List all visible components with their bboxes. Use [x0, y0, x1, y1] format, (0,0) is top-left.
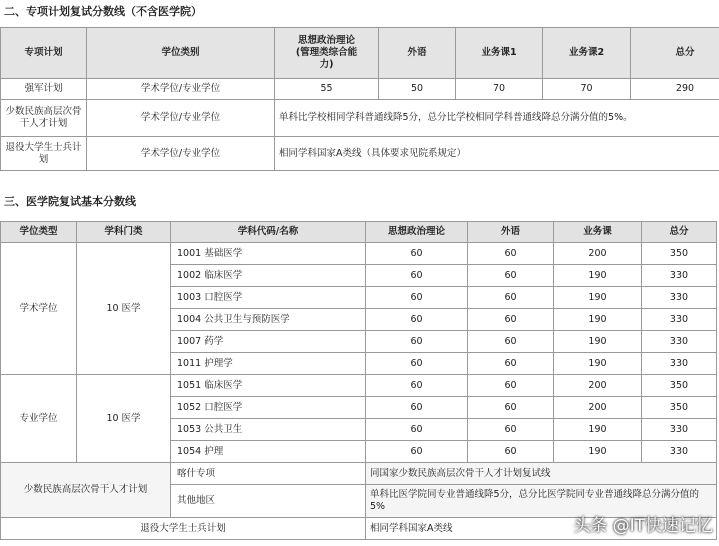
score-language: 60: [468, 331, 554, 353]
table-row: [1, 375, 717, 397]
table-row: [1, 243, 717, 265]
score-politics: 60: [366, 353, 468, 375]
score-business: 190: [554, 265, 642, 287]
score-business: 190: [554, 441, 642, 463]
subject-code: 1004 公共卫生与预防医学: [171, 309, 366, 331]
score-politics: 60: [366, 287, 468, 309]
score-politics: 60: [366, 375, 468, 397]
header-degree-type: 学位类别: [87, 28, 275, 79]
score-total: 330: [642, 419, 717, 441]
score-business: 200: [554, 243, 642, 265]
score-course1: 70: [456, 79, 543, 100]
minority-sub-region: 其他地区: [171, 485, 366, 518]
header-total: 总分: [642, 222, 717, 243]
section2-title: 二、专项计划复试分数线（不含医学院）: [4, 5, 202, 18]
score-total: 350: [642, 397, 717, 419]
score-language: 60: [468, 309, 554, 331]
score-language: 60: [468, 375, 554, 397]
score-politics: 60: [366, 243, 468, 265]
score-total: 330: [642, 265, 717, 287]
medical-school-table: [0, 221, 717, 540]
plan-note: 相同学科国家A类线（具体要求见院系规定）: [275, 137, 719, 171]
minority-sub-region: 喀什专项: [171, 463, 366, 485]
score-business: 200: [554, 375, 642, 397]
table-row: [1, 137, 719, 171]
score-total: 330: [642, 287, 717, 309]
subject-code: 1053 公共卫生: [171, 419, 366, 441]
discipline: 10 医学: [77, 243, 171, 375]
degree-type: 学术学位/专业学位: [87, 137, 275, 171]
score-politics: 55: [275, 79, 379, 100]
score-language: 60: [468, 287, 554, 309]
score-business: 190: [554, 353, 642, 375]
score-business: 200: [554, 397, 642, 419]
score-politics: 60: [366, 419, 468, 441]
subject-code: 1007 药学: [171, 331, 366, 353]
header-subject-code: 学科代码/名称: [171, 222, 366, 243]
plan-name: 强军计划: [1, 79, 87, 100]
header-course1: 业务课1: [456, 28, 543, 79]
score-total: 330: [642, 309, 717, 331]
header-language: 外语: [379, 28, 456, 79]
subject-code: 1011 护理学: [171, 353, 366, 375]
score-language: 60: [468, 265, 554, 287]
score-politics: 60: [366, 441, 468, 463]
score-course2: 70: [543, 79, 631, 100]
veteran-note: 相同学科国家A类线: [366, 518, 717, 540]
special-plan-table: [0, 27, 719, 171]
minority-plan-label: 少数民族高层次骨干人才计划: [1, 463, 171, 518]
score-total: 330: [642, 441, 717, 463]
header-politics: 思想政治理论 (管理类综合能 力): [275, 28, 379, 79]
table-row: [1, 463, 717, 485]
score-language: 60: [468, 243, 554, 265]
score-business: 190: [554, 309, 642, 331]
subject-code: 1002 临床医学: [171, 265, 366, 287]
score-total: 350: [642, 375, 717, 397]
veteran-plan-label: 退役大学生士兵计划: [1, 518, 366, 540]
header-business: 业务课: [554, 222, 642, 243]
score-language: 50: [379, 79, 456, 100]
score-total: 290: [631, 79, 719, 100]
score-politics: 60: [366, 397, 468, 419]
header-course2: 业务课2: [543, 28, 631, 79]
section3-title: 三、医学院复试基本分数线: [4, 195, 136, 208]
score-language: 60: [468, 419, 554, 441]
header-politics: 思想政治理论: [366, 222, 468, 243]
minority-note: 单科比医学院同专业普通线降5分，总分比医学院同专业普通线降总分满分值的5%: [366, 485, 717, 518]
header-plan: 专项计划: [1, 28, 87, 79]
discipline: 10 医学: [77, 375, 171, 463]
plan-note: 单科比学校相同学科普通线降5分，总分比学校相同学科普通线降总分满分值的5%。: [275, 100, 719, 137]
degree-type: 学术学位/专业学位: [87, 79, 275, 100]
degree-type: 学术学位/专业学位: [87, 100, 275, 137]
score-politics: 60: [366, 331, 468, 353]
score-language: 60: [468, 441, 554, 463]
subject-code: 1051 临床医学: [171, 375, 366, 397]
score-business: 190: [554, 419, 642, 441]
subject-code: 1052 口腔医学: [171, 397, 366, 419]
degree-kind: 专业学位: [1, 375, 77, 463]
degree-kind: 学术学位: [1, 243, 77, 375]
score-politics: 60: [366, 309, 468, 331]
score-business: 190: [554, 287, 642, 309]
score-total: 330: [642, 331, 717, 353]
plan-name: 少数民族高层次骨干人才计划: [1, 100, 87, 137]
table-row: [1, 79, 719, 100]
plan-name: 退役大学生士兵计划: [1, 137, 87, 171]
score-politics: 60: [366, 265, 468, 287]
score-business: 190: [554, 331, 642, 353]
table-row: [1, 100, 719, 137]
subject-code: 1001 基础医学: [171, 243, 366, 265]
header-discipline: 学科门类: [77, 222, 171, 243]
header-language: 外语: [468, 222, 554, 243]
score-total: 350: [642, 243, 717, 265]
watermark: 头条 @IT快速记忆: [573, 516, 713, 536]
score-total: 330: [642, 353, 717, 375]
minority-note: 同国家少数民族高层次骨干人才计划复试线: [366, 463, 717, 485]
subject-code: 1054 护理: [171, 441, 366, 463]
header-degree-kind: 学位类型: [1, 222, 77, 243]
score-language: 60: [468, 353, 554, 375]
score-language: 60: [468, 397, 554, 419]
subject-code: 1003 口腔医学: [171, 287, 366, 309]
header-total: 总分: [631, 28, 719, 79]
